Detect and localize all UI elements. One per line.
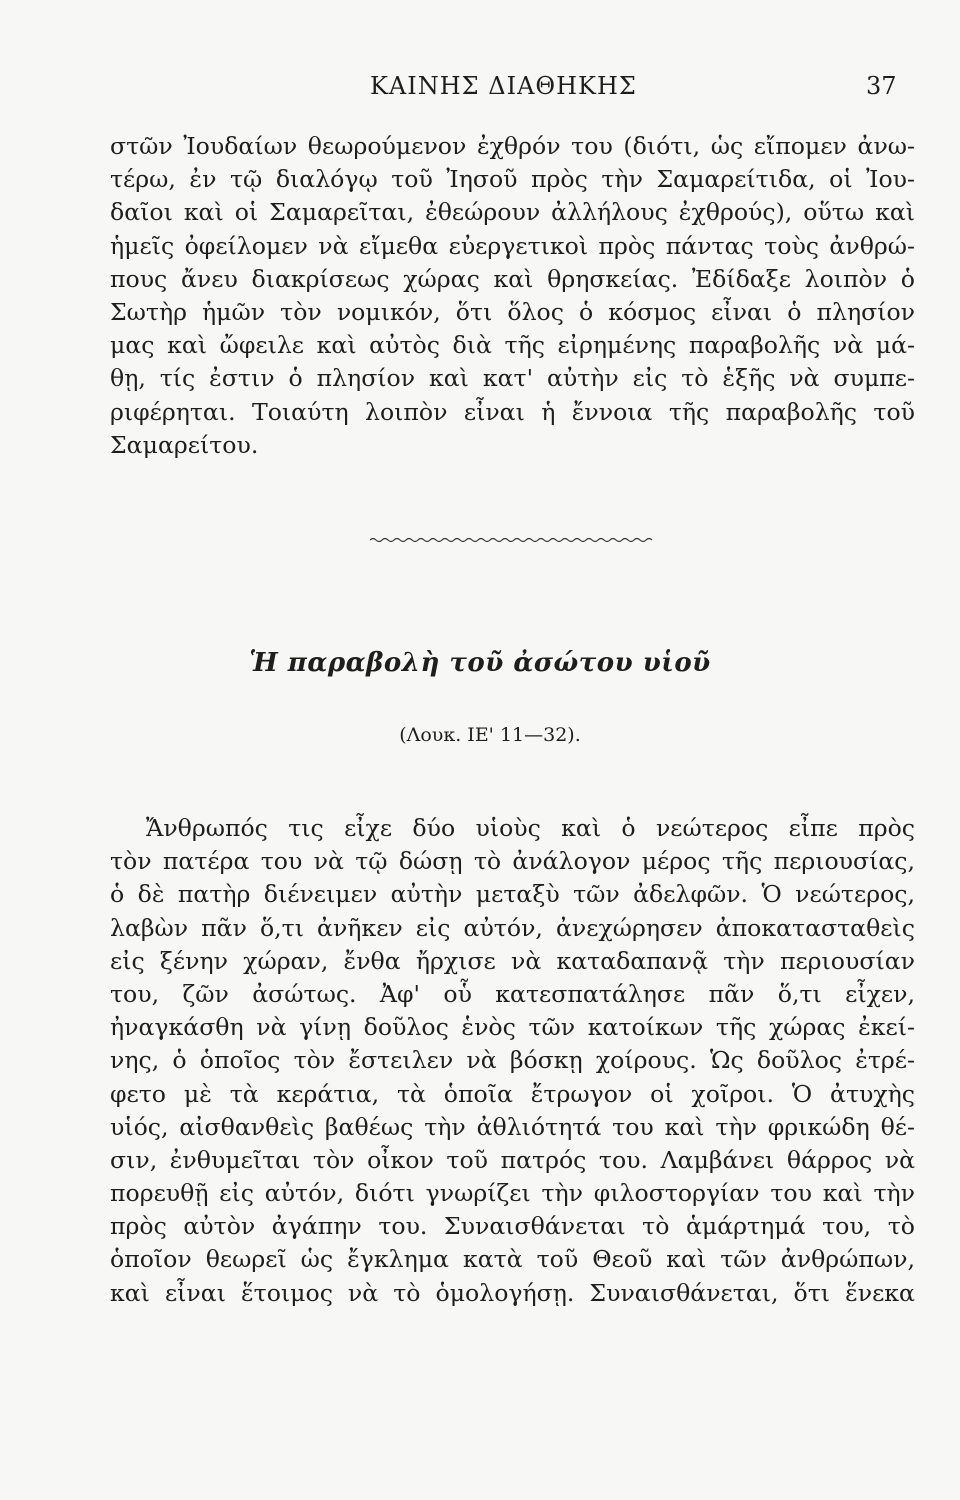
text-line: πρὸς αὐτὸν ἀγάπην του. Συναισθάνεται τὸ ἁμάρτημά του, τὸ: [110, 1212, 915, 1241]
text-line: δαῖοι καὶ οἱ Σαμαρεῖται, ἐθεώρουν ἀλλήλους ἐχθρούς), οὕτω καὶ: [110, 198, 915, 227]
text-line: πους ἄνευ διακρίσεως χώρας καὶ θρησκείας. Ἐδίδαξε λοιπὸν ὁ: [110, 264, 915, 293]
running-title: ΚΑΙΝΗΣ ΔΙΑΘΗΚΗΣ: [370, 72, 637, 100]
text-line: καὶ εἶναι ἕτοιμος νὰ τὸ ὁμολογήσῃ. Συναισθάνεται, ὅτι ἕνεκα: [110, 1278, 915, 1307]
text-line: τέρω, ἐν τῷ διαλόγῳ τοῦ Ἰησοῦ πρὸς τὴν Σαμαρείτιδα, οἱ Ἰου-: [110, 165, 915, 194]
running-header: [0, 72, 960, 102]
text-line: εἰς ξένην χώραν, ἔνθα ἤρχισε νὰ καταδαπανᾷ τὴν περιουσίαν: [110, 946, 915, 975]
text-line: φετο μὲ τὰ κεράτια, τὰ ὁποῖα ἔτρωγον οἱ χοῖροι. Ὁ ἀτυχὴς: [110, 1079, 915, 1108]
scripture-reference: (Λουκ. ΙΕ' 11—32).: [399, 724, 581, 746]
text-line: Σωτὴρ ἡμῶν τὸν νομικόν, ὅτι ὅλος ὁ κόσμος εἶναι ὁ πλησίον: [110, 297, 915, 326]
text-line: ἡμεῖς ὀφείλομεν νὰ εἴμεθα εὐεργετικοὶ πρὸς πάντας τοὺς ἀνθρώ-: [110, 231, 915, 260]
text-line: τὸν πατέρα του νὰ τῷ δώσῃ τὸ ἀνάλογον μέρος τῆς περιουσίας,: [110, 847, 915, 876]
text-line: ἠναγκάσθη νὰ γίνῃ δοῦλος ἑνὸς τῶν κατοίκων τῆς χώρας ἐκεί-: [110, 1013, 915, 1042]
text-line: μας καὶ ὤφειλε καὶ αὐτὸς διὰ τῆς εἰρημένης παραβολῆς νὰ μά-: [110, 331, 915, 360]
paragraph-prodigal-son: [110, 812, 915, 1310]
text-line: στῶν Ἰουδαίων θεωρούμενον ἐχθρόν του (διότι, ὡς εἴπομεν ἀνω-: [110, 132, 915, 160]
text-line: Ἄνθρωπός τις εἶχε δύο υἱοὺς καὶ ὁ νεώτερος εἶπε πρὸς: [146, 814, 915, 842]
text-line: ριφέρηται. Τοιαύτη λοιπὸν εἶναι ἡ ἔννοια τῆς παραβολῆς τοῦ: [110, 397, 915, 426]
text-line: Σαμαρείτου.: [110, 430, 259, 459]
text-line: ὁ δὲ πατὴρ διένειμεν αὐτὴν μεταξὺ τῶν ἀδελφῶν. Ὁ νεώτερος,: [110, 880, 915, 909]
text-line: ὁποῖον θεωρεῖ ὡς ἔγκλημα κατὰ τοῦ Θεοῦ καὶ τῶν ἀνθρώπων,: [110, 1245, 915, 1274]
text-line: νης, ὁ ὁποῖος τὸν ἔστειλεν νὰ βόσκῃ χοίρους. Ὡς δοῦλος ἐτρέ-: [110, 1046, 915, 1075]
wavy-divider: [370, 536, 655, 544]
text-line: υἱός, αἰσθανθεὶς βαθέως τὴν ἀθλιότητά του καὶ τὴν φρικώδη θέ-: [110, 1112, 915, 1141]
text-line: θῃ, τίς ἐστιν ὁ πλησίον καὶ κατ' αὐτὴν εἰς τὸ ἑξῆς νὰ συμπε-: [110, 364, 915, 393]
text-line: σιν, ἐνθυμεῖται τὸν οἶκον τοῦ πατρός του. Λαμβάνει θάρρος νὰ: [110, 1145, 915, 1174]
paragraph-samaritan-conclusion: [110, 130, 915, 462]
page-number: 37: [866, 72, 897, 100]
text-line: λαβὼν πᾶν ὅ,τι ἀνῆκεν εἰς αὐτόν, ἀνεχώρησεν ἀποκατασταθεὶς: [110, 913, 915, 942]
text-line: του, ζῶν ἀσώτως. Ἀφ' οὗ κατεσπατάλησε πᾶν ὅ,τι εἶχεν,: [110, 979, 915, 1008]
text-line: πορευθῇ εἰς αὐτόν, διότι γνωρίζει τὴν φιλοστοργίαν του καὶ τὴν: [110, 1179, 915, 1208]
section-title: Ἡ παραβολὴ τοῦ ἀσώτου υἱοῦ: [249, 648, 711, 678]
